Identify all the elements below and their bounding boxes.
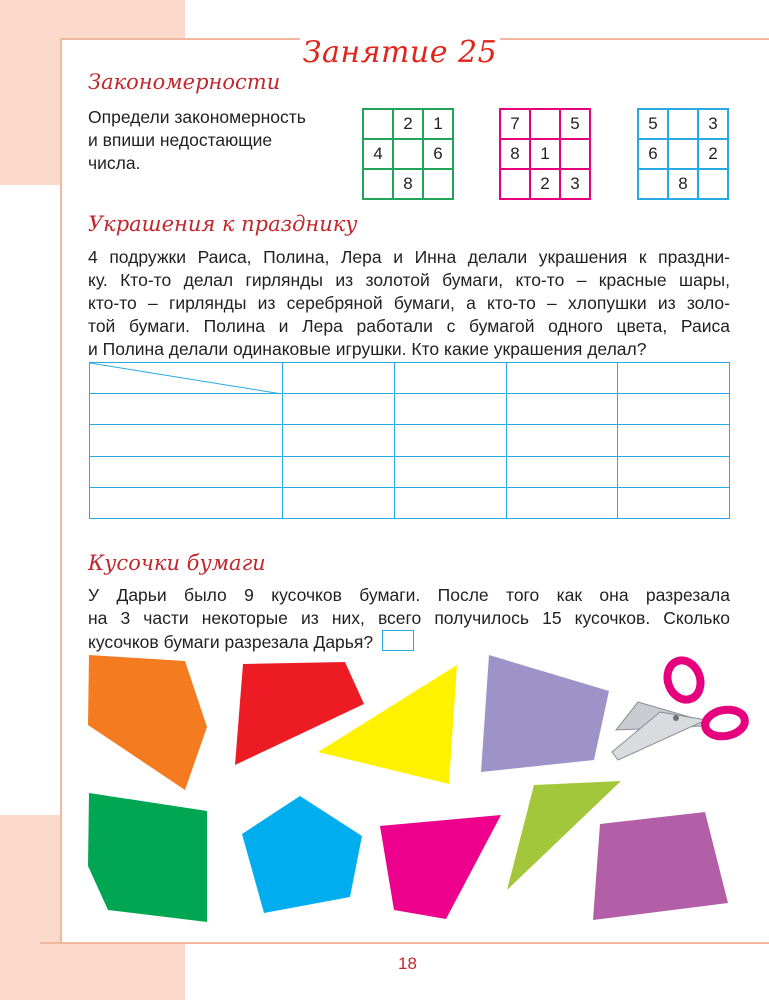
- green-hexagon: [88, 793, 207, 922]
- text-line: Определи закономерность: [88, 107, 306, 127]
- grid-cell: 1: [423, 109, 453, 139]
- purple-quadrilateral: [593, 812, 728, 920]
- section-heading-decorations: Украшения к празднику: [88, 212, 358, 236]
- text-line: кто-то – гирлянды из серебряной бумаги, а кто-то – хлопушки из золо-: [88, 293, 730, 313]
- text-line: и Полина делали одинаковые игрушки. Кто какие украшения делал?: [88, 339, 647, 359]
- text-line: и впиши недостающие: [88, 130, 273, 150]
- question-text: кусочков бумаги разрезала Дарья?: [88, 632, 374, 652]
- grid-cell: 6: [638, 139, 668, 169]
- grid-cell: 7: [500, 109, 530, 139]
- magenta-quadrilateral: [380, 815, 501, 919]
- grid-cell: 8: [668, 169, 698, 199]
- text-line: числа.: [88, 153, 141, 173]
- grid-cell: 5: [638, 109, 668, 139]
- lavender-quadrilateral: [481, 655, 609, 772]
- text-line: той бумаги. Полина и Лера работали с бумагой одного цвета, Раиса: [88, 316, 730, 336]
- text-line: У Дарьи было 9 кусочков бумаги. После того как она разрезала: [88, 585, 730, 605]
- section-heading-patterns: Закономерности: [88, 70, 281, 94]
- grid-cell: 5: [560, 109, 590, 139]
- grid-cell: 2: [698, 139, 728, 169]
- section-heading-paper-pieces: Кусочки бумаги: [88, 551, 266, 575]
- grid-cell: 6: [423, 139, 453, 169]
- grid-cell: 2: [530, 169, 560, 199]
- grid-cell: 3: [698, 109, 728, 139]
- grid-cell: 8: [500, 139, 530, 169]
- lesson-title: Занятие 25: [302, 35, 498, 70]
- orange-quadrilateral: [88, 655, 207, 790]
- text-line: ку. Кто-то делал гирлянды из золотой бумаги, кто-то – красные шары,: [88, 270, 730, 290]
- page-number: 18: [398, 954, 417, 973]
- grid-cell: 8: [393, 169, 423, 199]
- text-line: на 3 части некоторые из них, всего получилось 15 кусочков. Сколько: [88, 608, 730, 628]
- scissors-icon: [612, 656, 747, 760]
- grid-cell: 3: [560, 169, 590, 199]
- blue-pentagon: [242, 796, 362, 913]
- grid-cell: 4: [363, 139, 393, 169]
- grid-cell: 1: [530, 139, 560, 169]
- grid-cell: 2: [393, 109, 423, 139]
- text-line: 4 подружки Раиса, Полина, Лера и Инна делали украшения к праздни-: [88, 247, 730, 267]
